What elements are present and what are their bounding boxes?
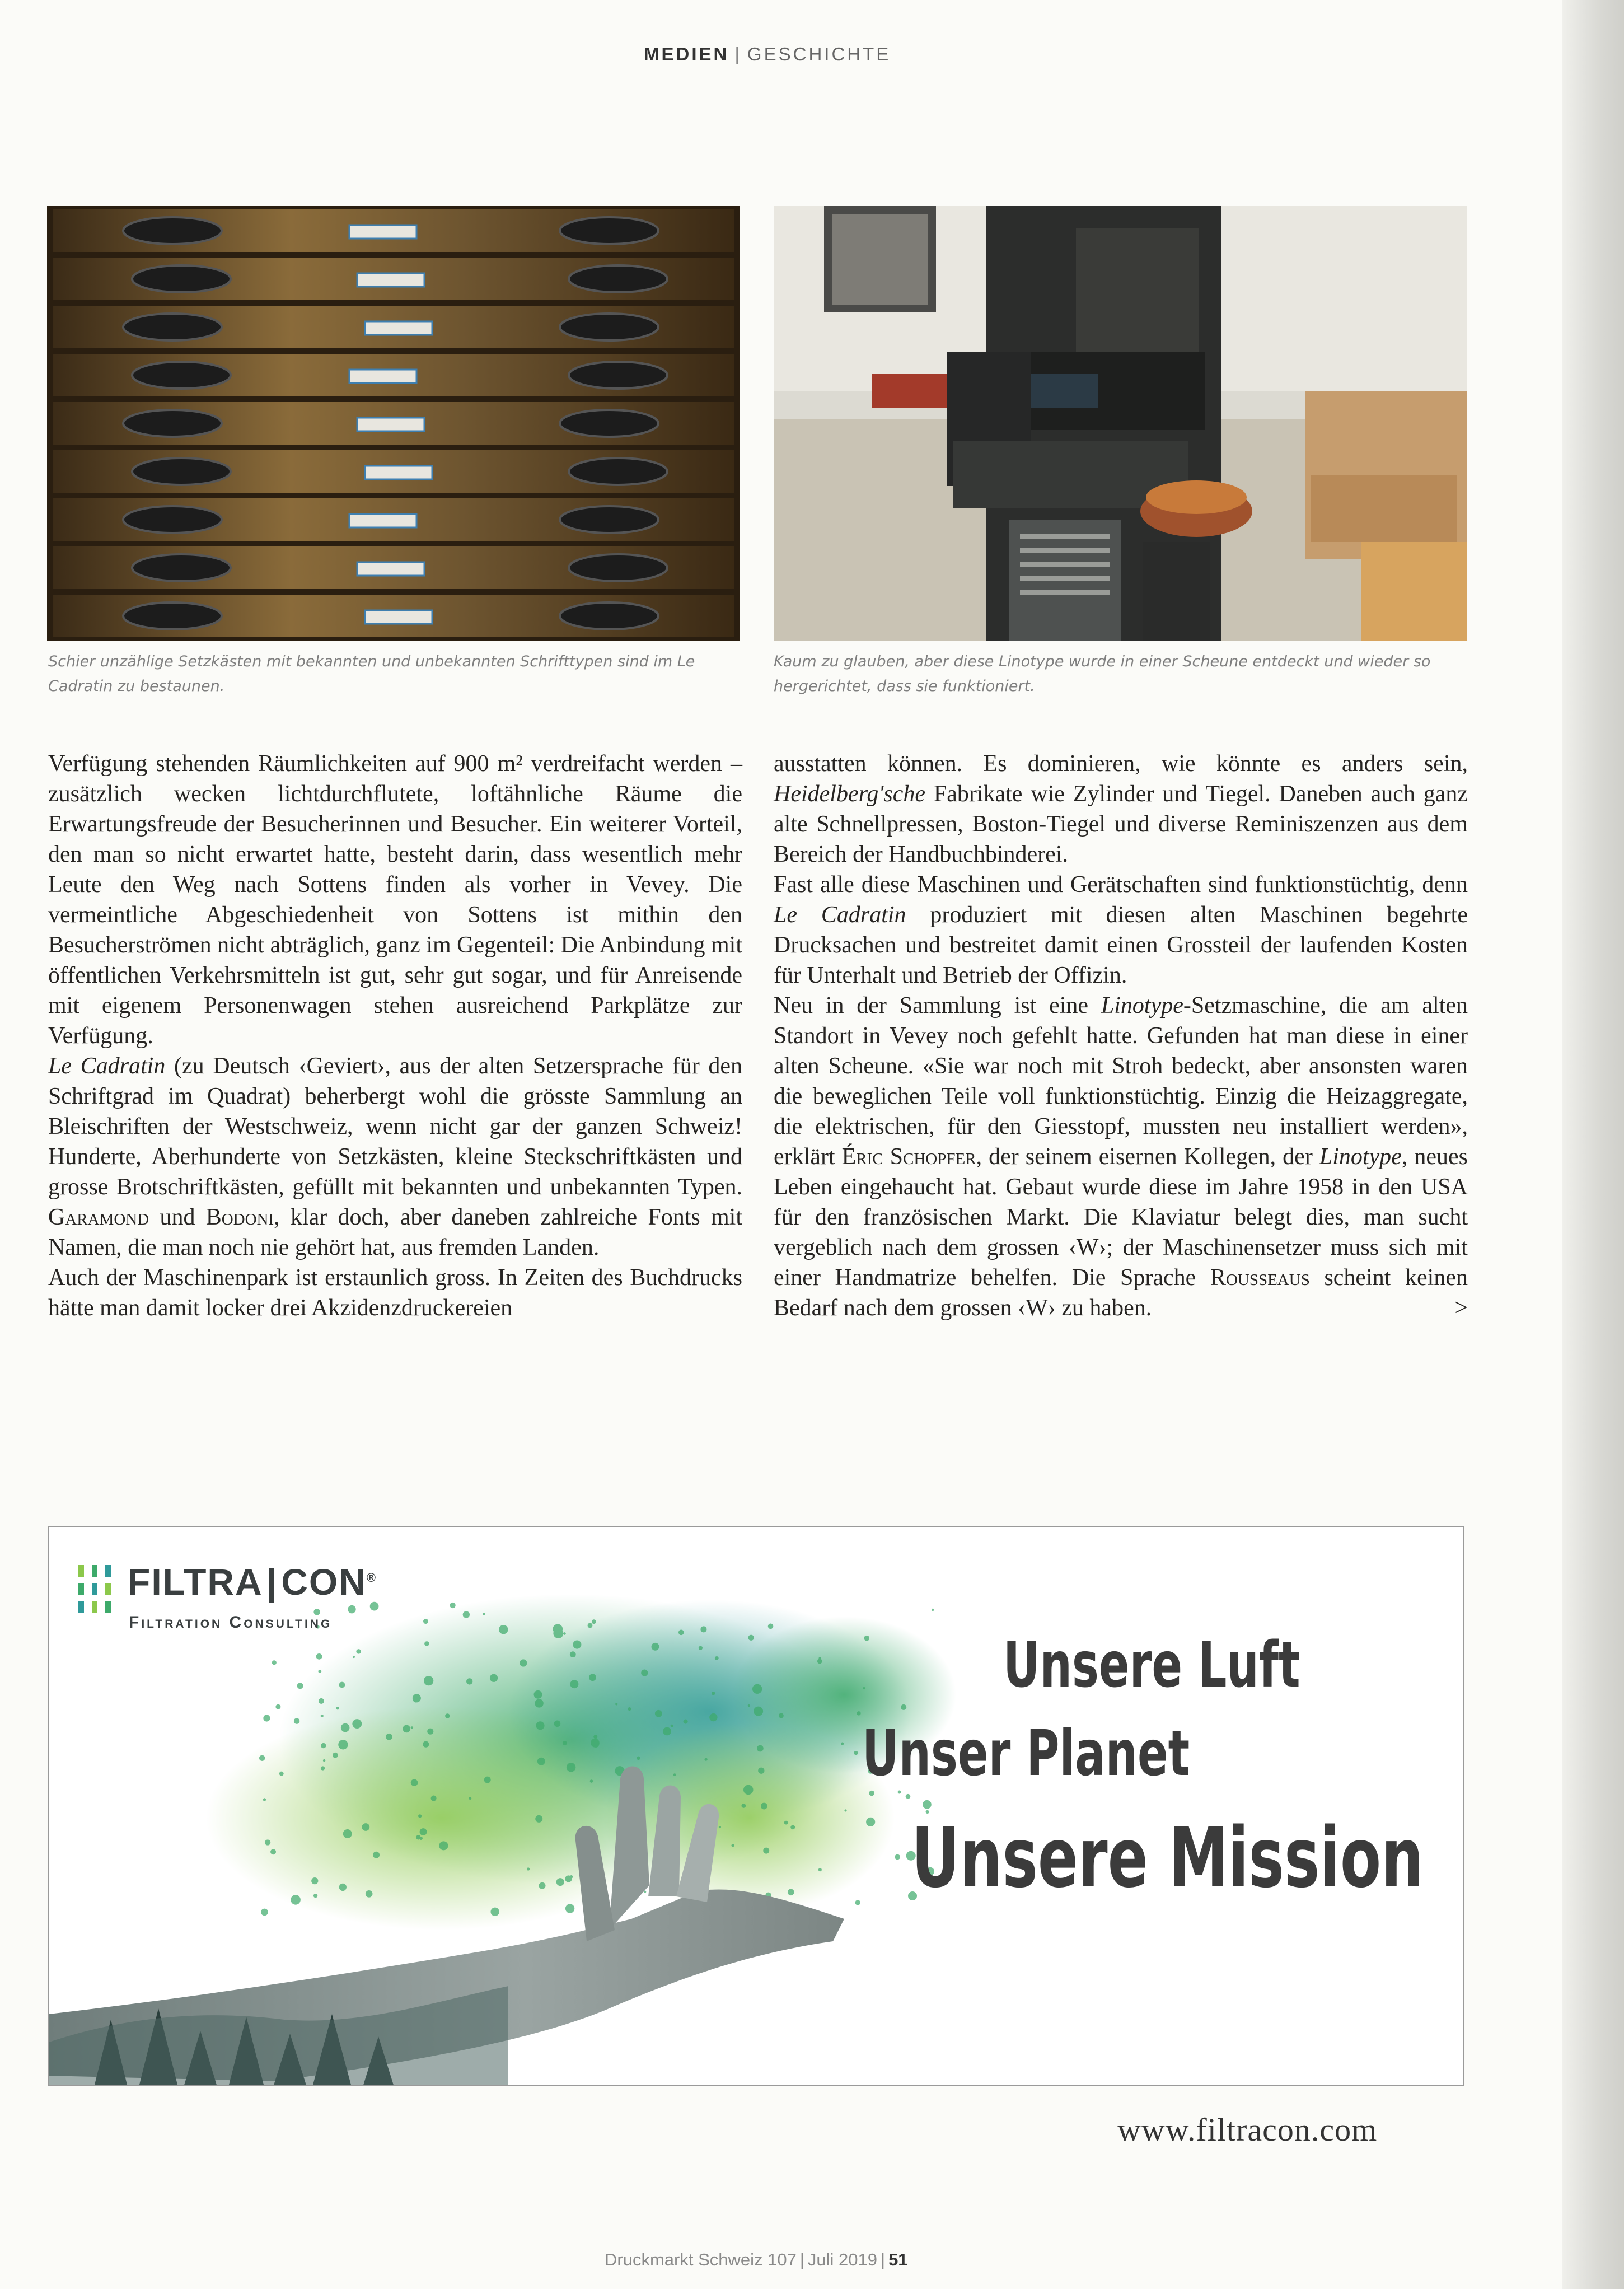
drawer-handle [560,217,658,244]
powder-speck [567,1763,575,1772]
powder-speck [592,1619,596,1624]
powder-speck [673,1773,676,1776]
powder-speck [420,1828,427,1835]
powder-speck [463,1611,470,1618]
drawer-handle [132,362,231,389]
powder-speck [587,1623,592,1628]
powder-speck [748,1635,754,1641]
drawer-handle [123,602,222,629]
powder-speck [743,1785,754,1795]
powder-speck [589,1674,596,1681]
powder-speck [263,1715,270,1721]
powder-speck [416,1835,420,1839]
filter-bars-logo-icon [78,1565,118,1615]
powder-speck [356,1649,361,1654]
powder-speck [338,1740,348,1749]
powder-speck [593,1735,597,1739]
powder-speck [857,1711,860,1715]
powder-speck [319,1698,324,1704]
powder-speck [469,1797,471,1800]
powder-speck [411,1779,418,1786]
powder-speck [424,1676,433,1685]
drawer-handle [560,410,658,437]
drawer-handle [132,458,231,485]
powder-speck [671,1725,673,1727]
powder-speck [411,1726,413,1729]
powder-speck [339,1884,347,1891]
powder-speck [855,1900,860,1905]
powder-speck [490,1674,498,1682]
powder-speck [570,1875,573,1878]
powder-speck [535,1699,543,1707]
powder-speck [790,1825,795,1829]
drawer-handle [569,362,667,389]
paragraph: Auch der Maschinenpark ist erstaunlich gross. In Zeiten des Buchdrucks hätte man damit locker drei Akzidenzdruckereien [48,1265,742,1321]
powder-speck [527,1867,530,1870]
person-name: Rousseaus [1210,1265,1310,1291]
powder-speck [261,1909,268,1916]
powder-speck [323,1759,325,1762]
powder-speck [539,1882,546,1889]
powder-speck [663,1727,671,1736]
continued-arrow-icon: > [1454,1295,1468,1321]
powder-speck [313,1894,317,1898]
powder-speck [652,1643,659,1651]
powder-speck [683,1719,687,1723]
paragraph: Fast alle diese Maschinen und Gerätschaften sind funktionstüchtig, denn Le Cadratin produziert mit diesen alten Maschinen begehrte Drucksachen und bestreitet damit einen Grossteil der laufenden Kosten für Unterhalt und Betrieb der Offizin. [774,872,1468,988]
powder-speck [413,1697,418,1702]
powder-speck [333,1753,338,1758]
powder-speck [895,1854,900,1860]
drawer-handle [560,506,658,533]
powder-speck [373,1852,380,1858]
linotype-machine-image [774,206,1467,641]
advertiser-url[interactable]: www.filtracon.com [1117,2112,1378,2148]
powder-speck [563,1632,566,1635]
drawer-handle [123,314,222,340]
photo-caption-right: Kaum zu glauben, aber diese Linotype wurde in einer Scheune entdeckt und wieder so hergerichtet, dass sie funktioniert. [774,653,1431,695]
powder-speck [761,1803,767,1810]
powder-speck [637,1757,640,1760]
paragraph: Verfügung stehenden Räumlichkeiten auf 900 m² verdreifacht werden – zusätzlich wecken lichtdurchflutete, loftähnliche Räume die Erwartungsfreude der Besucherinnen und Besucher. Ein weiterer Vorteil, den man so nicht erwartet hatte, besteht darin, dass wesentlich mehr Leute den Weg nach Sottens finden als vorher in Vevey. Die vermeintliche Abgeschiedenheit von Sottens ist mithin den Besucherströmen nicht abträglich, ganz im Gegenteil: Die Anbindung mit öffentlichen Verkehrsmitteln ist gut, sehr gut sogar, und für Anreisende mit eigenem Personenwagen stehen ausreichend Parkplätze zur Verfügung. [48,751,742,1049]
article-column-right [774,749,1468,1323]
powder-speck [536,1721,544,1730]
page-footer: Druckmarkt Schweiz 107 | Juli 2019 | 51 [605,2250,908,2269]
powder-speck [343,1829,352,1838]
powder-speck [615,1703,617,1705]
powder-speck [704,1758,707,1760]
drawer-handle [132,265,231,292]
powder-speck [445,1713,450,1718]
powder-speck [844,1809,846,1811]
powder-speck [336,1707,339,1709]
powder-speck [923,1800,932,1809]
powder-speck [864,1636,869,1641]
powder-speck [499,1625,508,1634]
powder-speck [535,1815,542,1823]
powder-speck [641,1670,648,1676]
drawer-handle [123,410,222,437]
powder-speck [556,1878,564,1886]
powder-speck [450,1603,455,1608]
type-case-drawers-image [47,206,740,641]
powder-speck [678,1630,684,1636]
paragraph: Neu in der Sammlung ist eine Linotype-Setzmaschine, die am alten Standort in Vevey noch gefehlt hatte. Gefunden hat man diese in einer alten Scheune. «Sie war noch mit Stroh bedeckt, aber ansonsten waren die beweglichen Teile voll funktionstüchtig. Einzig die Heizaggregate, die elektrischen, für den Giesstopf, mussten neu installiert werden», erklärt Éric Schopfer, der seinem eisernen Kollegen, der Linotype, neues Leben eingehaucht hat. Gebaut wurde diese im Jahre 1958 in den USA für den französischen Markt. Die Klaviatur belegt dies, man sucht vergeblich nach dem grossen ‹W›; der Maschinensetzer muss sich mit einer Handmatrize behelfen. Die Sprache Rousseaus scheint keinen Bedarf nach dem grossen ‹W› zu haben. > [774,991,1468,1323]
drawer-handle [569,265,667,292]
powder-speck [362,1823,369,1831]
powder-speck [466,1678,472,1684]
powder-speck [423,1619,428,1624]
powder-speck [483,1613,485,1615]
article-column-left [48,749,742,1323]
powder-speck [779,1713,784,1718]
header-separator: | [734,44,742,64]
drawer-label [349,514,416,527]
italic-term: Linotype [1319,1144,1402,1170]
drawer-label [365,321,432,335]
powder-speck [788,1889,794,1895]
powder-speck [593,1741,600,1748]
drawer-handle [123,506,222,533]
powder-speck [403,1725,410,1733]
powder-speck [427,1729,433,1735]
powder-speck [752,1684,762,1694]
drawer-label [357,418,424,431]
powder-speck [370,1602,379,1611]
powder-speck [553,1624,563,1634]
photo-caption-left: Schier unzählige Setzkästen mit bekannten und unbekannten Schrifttypen sind im Le Cadratin zu bestaunen. [48,653,695,695]
powder-speck [386,1734,392,1740]
powder-speck [709,1713,717,1721]
drawer-handle [560,314,658,340]
linotype-machine-photo [774,206,1467,641]
paragraph: ausstatten können. Es dominieren, wie könnte es anders sein, Heidelberg'sche Fabrikate wie Zylinder und Tiegel. Daneben auch ganz alte Schnellpressen, Boston-Tiegel und diverse Reminiszenzen aus dem Bereich der Handbuchbinderei. [774,751,1468,867]
italic-term: Heidelberg'sche [774,781,925,807]
powder-speck [439,1841,448,1850]
powder-speck [573,1641,581,1649]
drawer-handle [560,602,658,629]
drawer-handle [123,217,222,244]
powder-speck [565,1904,574,1913]
powder-speck [818,1868,822,1871]
logo-wordmark: FILTRA|CON® [128,1561,377,1603]
powder-speck [339,1682,345,1688]
powder-speck [563,1741,567,1745]
powder-speck [431,1796,437,1801]
drawer-handle [132,554,231,581]
powder-speck [279,1772,284,1776]
powder-speck [490,1908,499,1916]
powder-speck [866,1818,875,1826]
drawer-handle [569,554,667,581]
powder-speck [318,1670,321,1673]
powder-speck [263,1798,266,1801]
powder-speck [754,1707,763,1716]
powder-speck [628,1707,631,1711]
powder-speck [712,1692,715,1695]
slogan-line-1: Unsere Luft [1003,1629,1300,1702]
powder-speck [297,1683,303,1689]
page-number: 51 [888,2250,908,2269]
powder-speck [655,1710,662,1717]
powder-speck [763,1848,769,1854]
powder-speck [418,1814,422,1818]
powder-speck [719,1826,721,1828]
powder-speck [854,1751,858,1755]
typeface-name: Bodoni [205,1204,274,1230]
powder-speck [784,1821,788,1825]
powder-speck [534,1690,542,1699]
powder-speck [265,1839,270,1845]
powder-speck [757,1745,764,1752]
powder-speck [741,1804,746,1808]
powder-speck [863,1687,865,1689]
issue-date: Juli 2019 [807,2250,877,2269]
powder-speck [906,1794,911,1799]
powder-speck [841,1742,844,1745]
drawer-label [365,466,432,479]
powder-speck [590,1779,593,1783]
drawer-label [365,610,432,624]
type-case-drawers-photo [47,206,740,641]
page-edge-shadow [1562,0,1624,2289]
publication-name: Druckmarkt Schweiz 107 [605,2250,797,2269]
powder-speck [352,1719,362,1729]
drawer-label [357,562,424,576]
powder-speck [869,1791,874,1796]
powder-speck [817,1659,822,1664]
powder-speck [321,1743,326,1748]
italic-term: Linotype [1101,993,1183,1019]
powder-speck [259,1755,265,1761]
powder-speck [699,1646,703,1650]
powder-speck [570,1680,578,1688]
powder-speck [520,1659,527,1666]
powder-speck [316,1653,322,1660]
italic-term: Le Cadratin [774,902,906,928]
powder-speck [932,1609,934,1611]
powder-speck [570,1651,576,1657]
drawer-label [349,370,416,383]
powder-speck [272,1660,277,1665]
powder-speck [423,1741,429,1748]
person-name: Éric Schopfer [841,1144,976,1170]
drawer-label [349,225,416,239]
slogan-line-2: Unser Planet [862,1717,1190,1790]
powder-speck [321,1766,325,1770]
powder-speck [715,1656,719,1660]
powder-speck [270,1849,276,1854]
powder-speck [424,1641,429,1646]
powder-speck [768,1624,774,1629]
powder-speck [348,1605,355,1613]
powder-speck [294,1718,300,1724]
powder-speck [291,1895,301,1905]
logo-tagline: Filtration Consulting [129,1613,333,1632]
drawer-label [357,273,424,287]
powder-speck [353,1656,355,1658]
powder-speck [311,1877,318,1884]
slogan-line-3: Unsere Mission [911,1810,1424,1906]
typeface-name: Garamond [48,1204,149,1230]
powder-speck [731,1844,734,1847]
powder-speck [758,1768,764,1774]
powder-speck [748,1704,750,1707]
powder-speck [321,1715,324,1717]
powder-speck [554,1720,561,1727]
hand-powder-illustration [49,1527,1464,2086]
powder-speck [898,1791,901,1794]
paragraph: Le Cadratin (zu Deutsch ‹Geviert›, aus der alten Setzersprache für den Schriftgrad im Quadrat) beherbergt wohl die grösste Sammlung an Bleischriften der Westschweiz, wenn nicht gar der ganzen Schweiz! Hunderte, Aberhunderte von Setzkästen, kleine Steckschriftkästen und grosse Brotschriftkästen, gefüllt mit bekannten und unbekannten Typen. Garamond und Bodoni, klar doch, aber daneben zahlreiche Fonts mit Namen, die man noch nie gehört hat, aus fremden Landen. [48,1053,742,1260]
powder-speck [484,1777,491,1783]
drawer-handle [569,458,667,485]
powder-speck [537,1758,545,1765]
powder-speck [275,1704,280,1709]
powder-speck [901,1704,906,1710]
powder-speck [700,1626,706,1632]
powder-speck [341,1723,350,1732]
subsection-name: GESCHICHTE [747,44,891,64]
section-name: MEDIEN [644,44,729,64]
section-header [644,44,891,65]
powder-speck [366,1890,373,1898]
italic-term: Le Cadratin [48,1053,166,1079]
filtracon-advertisement[interactable] [48,1526,1464,2086]
